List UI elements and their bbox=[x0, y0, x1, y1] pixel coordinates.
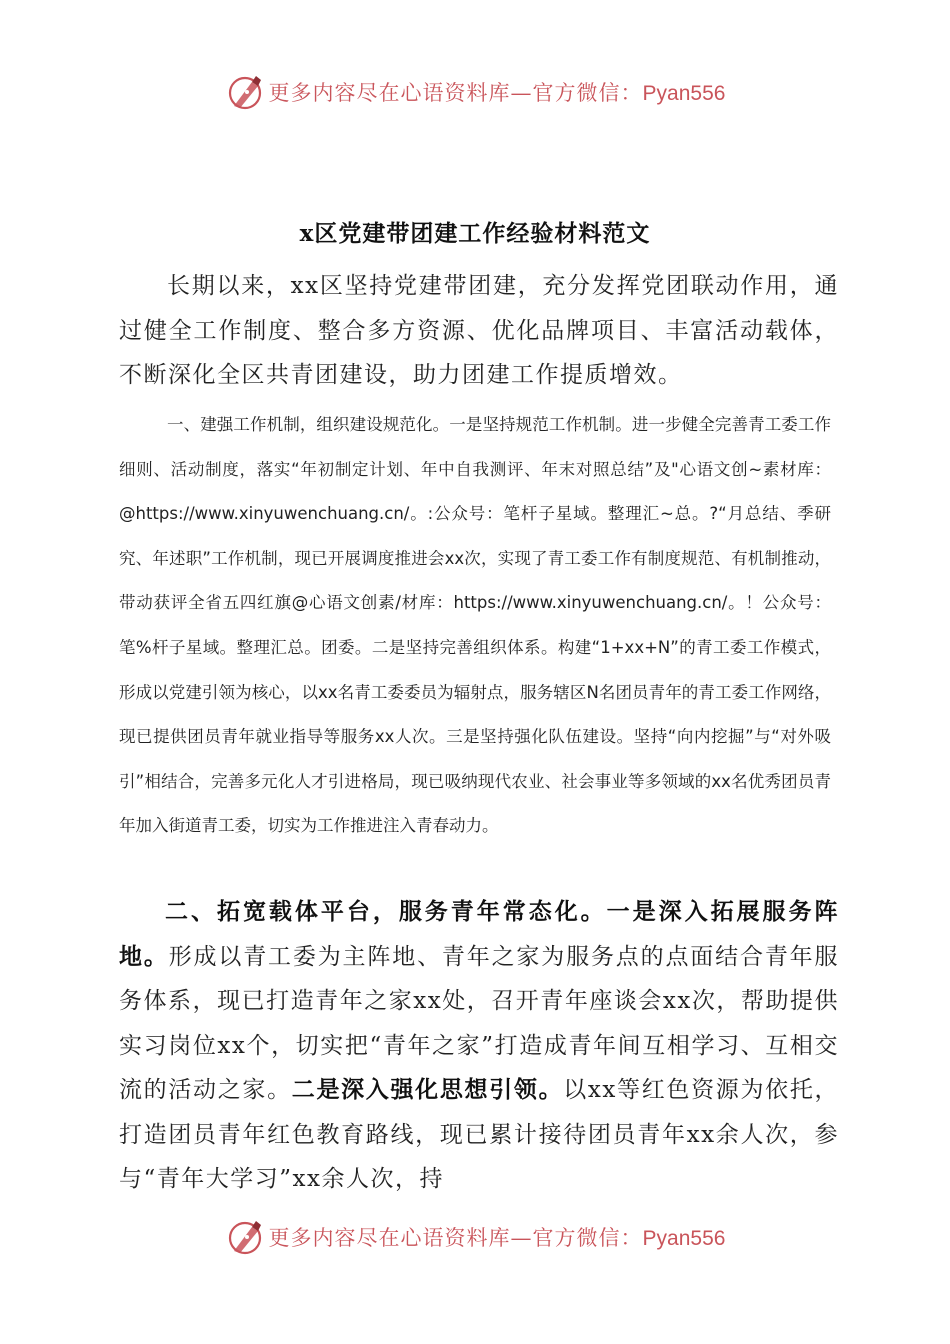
footer-wechat-id: Pyan556 bbox=[642, 1227, 726, 1250]
header-watermark-banner bbox=[0, 70, 950, 114]
section-two-subheading-2: 二是深入强化思想引领。 bbox=[291, 1076, 564, 1103]
section-two-paragraph bbox=[119, 890, 839, 1202]
document-title: x区党建带团建工作经验材料范文 bbox=[299, 220, 651, 247]
pen-nib-logo-icon bbox=[225, 72, 265, 112]
header-banner-text bbox=[269, 77, 726, 107]
pen-nib-logo-icon bbox=[225, 1217, 265, 1257]
header-wechat-id: Pyan556 bbox=[642, 82, 726, 105]
section-two-text-1: 形成以青工委为主阵地、青年之家为服务点的点面结合青年服务体系，现已打造青年之家xx处，召开青年座谈会xx次，帮助提供实习岗位xx个，切实把“青年之家”打造成青年间互相学习、互相交流的活动之家。 bbox=[119, 943, 840, 1103]
section-one-paragraph: 一、建强工作机制，组织建设规范化。一是坚持规范工作机制。进一步健全完善青工委工作细则、活动制度，落实“年初制定计划、年中自我测评、年末对照总结”及"心语文创~素材库：@https://www.xinyuwenchuang.cn/。:公众号：笔杆子星域。整理汇~总。?“月总结、季研究、年述职”工作机制，现已开展调度推进会xx次，实现了青工委工作有制度规范、有机制推动，带动获评全省五四红旗@心语文创素/材库：https://www.xinyuwenchuang.cn/。！公众号：笔%杆子星域。整理汇总。团委。二是坚持完善组织体系。构建“1+xx+N”的青工委工作模式，形成以党建引领为核心，以xx名青工委委员为辐射点，服务辖区N名团员青年的青工委工作网络，现已提供团员青年就业指导等服务xx人次。三是坚持强化队伍建设。坚持“向内挖掘”与“对外吸引”相结合，完善多元化人才引进格局，现已吸纳现代农业、社会事业等多领域的xx名优秀团员青年加入街道青工委，切实为工作推进注入青春动力。 bbox=[119, 415, 831, 836]
footer-banner-label: 更多内容尽在心语资料库—官方微信： bbox=[268, 1226, 643, 1250]
footer-watermark-banner bbox=[0, 1215, 950, 1259]
section-two-text-2: 以xx等红色资源为依托，打造团员青年红色教育路线，现已累计接待团员青年xx余人次，参与“青年大学习”xx余人次，持 bbox=[119, 1077, 839, 1192]
section-two-heading: 二、拓宽载体平台，服务青年常态化。一是深入拓展服务阵地。 bbox=[119, 898, 839, 970]
intro-paragraph: 长期以来，xx区坚持党建带团建，充分发挥党团联动作用，通过健全工作制度、整合多方资源、优化品牌项目、丰富活动载体，不断深化全区共青团建设，助力团建工作提质增效。 bbox=[119, 273, 839, 388]
header-banner-label: 更多内容尽在心语资料库—官方微信： bbox=[268, 81, 643, 105]
footer-banner-text bbox=[269, 1222, 726, 1252]
